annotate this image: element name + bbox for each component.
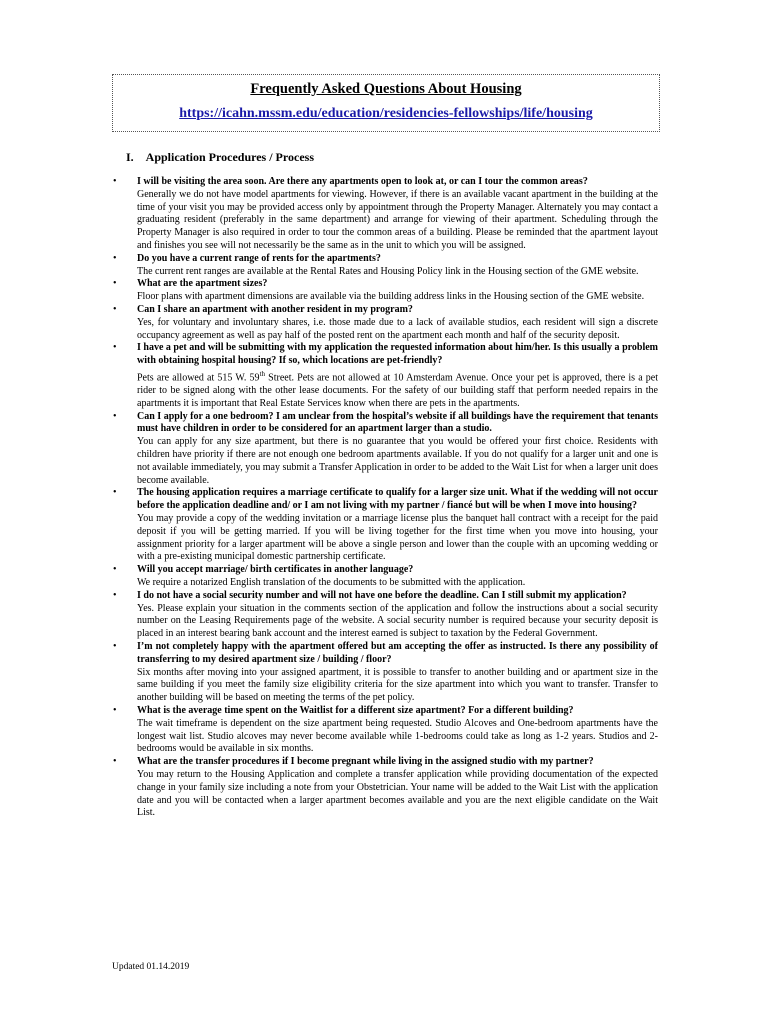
faq-item <box>113 411 658 488</box>
document-header <box>112 74 660 132</box>
superscript-th: th <box>259 369 266 378</box>
document-title: Frequently Asked Questions About Housing <box>250 81 522 97</box>
faq-item <box>113 304 658 342</box>
faq-item <box>113 342 658 410</box>
faq-answer: The wait timeframe is dependent on the size apartment being requested. Studio Alcoves and One-bedroom apartments have the longest wait list. Studio alcoves may never become available while 1-bedrooms could take as long as 1-2 years. Studios and 2-bedrooms would be available in six months. <box>137 717 658 755</box>
faq-item <box>113 756 658 820</box>
faq-answer: You may return to the Housing Application and complete a transfer application while providing documentation of the expected change in your family size including a note from your Obstetrician. Your name will be added to the Wait List with the application date and you will be contacted when a larger apartment becomes available and you are the next eligible candidate on the Wait List. <box>137 768 658 819</box>
bullet-icon: • <box>113 705 117 716</box>
faq-answer: Six months after moving into your assigned apartment, it is possible to transfer to another building and or apartment size in the same building if you meet the family size eligibility criteria for the size apartment into which you want to transfer. Transfer to another building will be based on meeting the terms of the pet policy. <box>137 666 658 704</box>
faq-item <box>113 705 658 756</box>
faq-item <box>113 564 658 590</box>
faq-answer: Yes. Please explain your situation in the comments section of the application and follow the instructions about a social security number on the Leasing Requirements page of the website. A social security number is required because your security deposit is placed in an interest bearing bank account and the interest earned is subject to taxation by the Federal Government. <box>137 602 658 640</box>
faq-question: What are the transfer procedures if I become pregnant while living in the assigned studio with my partner? <box>137 756 594 768</box>
faq-question: Can I share an apartment with another resident in my program? <box>137 303 413 315</box>
faq-question: I have a pet and will be submitting with my application the requested information about him/her. Is this usually a problem with obtaining hospital housing? If so, which locations are pet-friendly? <box>137 342 658 367</box>
faq-item <box>113 641 658 705</box>
faq-question: The housing application requires a marriage certificate to qualify for a larger size unit. What if the wedding will not occur before the application deadline and/ or I am not living with my partner / fiancé but will be when I move into housing? <box>137 487 658 512</box>
updated-date: Updated 01.14.2019 <box>112 962 190 972</box>
bullet-icon: • <box>113 252 117 264</box>
faq-answer: Floor plans with apartment dimensions are available via the building address links in the Housing section of the GME website. <box>137 291 645 303</box>
bullet-icon: • <box>113 641 117 653</box>
section-heading: I. Application Procedures / Process <box>126 150 314 164</box>
faq-question: Do you have a current range of rents for the apartments? <box>137 252 381 264</box>
bullet-icon: • <box>113 342 117 354</box>
faq-question: What are the apartment sizes? <box>137 278 268 290</box>
faq-item <box>113 590 658 641</box>
faq-question: I do not have a social security number and will not have one before the deadline. Can I still submit my application? <box>137 589 627 601</box>
faq-question: What is the average time spent on the Waitlist for a different size apartment? For a different building? <box>137 705 574 716</box>
housing-link[interactable]: https://icahn.mssm.edu/education/residencies-fellowships/life/housing <box>179 106 593 121</box>
faq-item <box>113 278 658 304</box>
bullet-icon: • <box>113 176 117 187</box>
faq-answer: We require a notarized English translation of the documents to be submitted with the application. <box>137 577 526 589</box>
bullet-icon: • <box>113 487 117 499</box>
faq-item <box>113 253 658 279</box>
faq-answer: Generally we do not have model apartments for viewing. However, if there is an available vacant apartment in the building at the time of your visit you may be provided access only by appointment through the Property Manager. Alternately you may contact a graduating resident (preferably in the same department) and arrange for viewing of their apartment. Scheduling through the Property Manager is also required in order to tour the common areas of a building. Please be reminded that the apartment layout and finishes you see will not necessarily be the same as in the unit to which you will be assigned. <box>137 188 658 251</box>
faq-list <box>113 176 658 820</box>
bullet-icon: • <box>113 564 117 576</box>
faq-question: Will you accept marriage/ birth certificates in another language? <box>137 564 414 576</box>
bullet-icon: • <box>113 410 117 422</box>
answer-text: Pets are allowed at 515 W. 59 <box>137 372 260 384</box>
bullet-icon: • <box>113 303 117 315</box>
bullet-icon: • <box>113 278 117 290</box>
faq-question: I will be visiting the area soon. Are there any apartments open to look at, or can I tour the common areas? <box>137 176 588 187</box>
faq-answer: Yes, for voluntary and involuntary shares, i.e. those made due to a lack of available studios, each resident will sign a discrete occupancy agreement as well as pay half of the posted rent on the apartment each month and half of the security deposit. <box>137 316 658 341</box>
bullet-icon: • <box>113 589 117 601</box>
faq-question: Can I apply for a one bedroom? I am unclear from the hospital’s website if all buildings have the requirement that tenants must have children in order to be considered for an apartment larger than a studio. <box>137 410 658 435</box>
faq-answer: You can apply for any size apartment, but there is no guarantee that you would be offered your first choice. Residents with children have priority if there are not enough one bedroom apartments available. If you do not qualify for a larger unit and one is not available immediately, you may submit a Transfer Application in order to be added to the Wait List for when a larger unit does become available. <box>137 436 658 486</box>
faq-item <box>113 487 658 564</box>
answer-text: Street. Pets are not allowed at 10 Amsterdam Avenue. Once your pet is approved, there is a pet rider to be signed along with the other lease documents. For the safety of our building staff that perform needed repairs in the apartments it is important that Real Estate Services know when there are pets in the apartments. <box>137 372 659 409</box>
faq-answer <box>137 368 658 411</box>
faq-question: I’m not completely happy with the apartment offered but am accepting the offer as instructed. Is there any possibility of transferring to my desired apartment size / building / floor? <box>137 641 658 665</box>
faq-answer: The current rent ranges are available at the Rental Rates and Housing Policy link in the Housing section of the GME website. <box>137 265 639 277</box>
faq-answer: You may provide a copy of the wedding invitation or a marriage license plus the banquet hall contract with a receipt for the paid deposit if you will be getting married. If you will be living together for the first time when you move into housing, your assignment priority for a larger apartment will be above a single person and lower than the couple with an upcoming wedding or with a pre-existing municipal domestic partnership certificate. <box>137 513 658 563</box>
faq-item <box>113 176 658 253</box>
bullet-icon: • <box>113 756 117 768</box>
